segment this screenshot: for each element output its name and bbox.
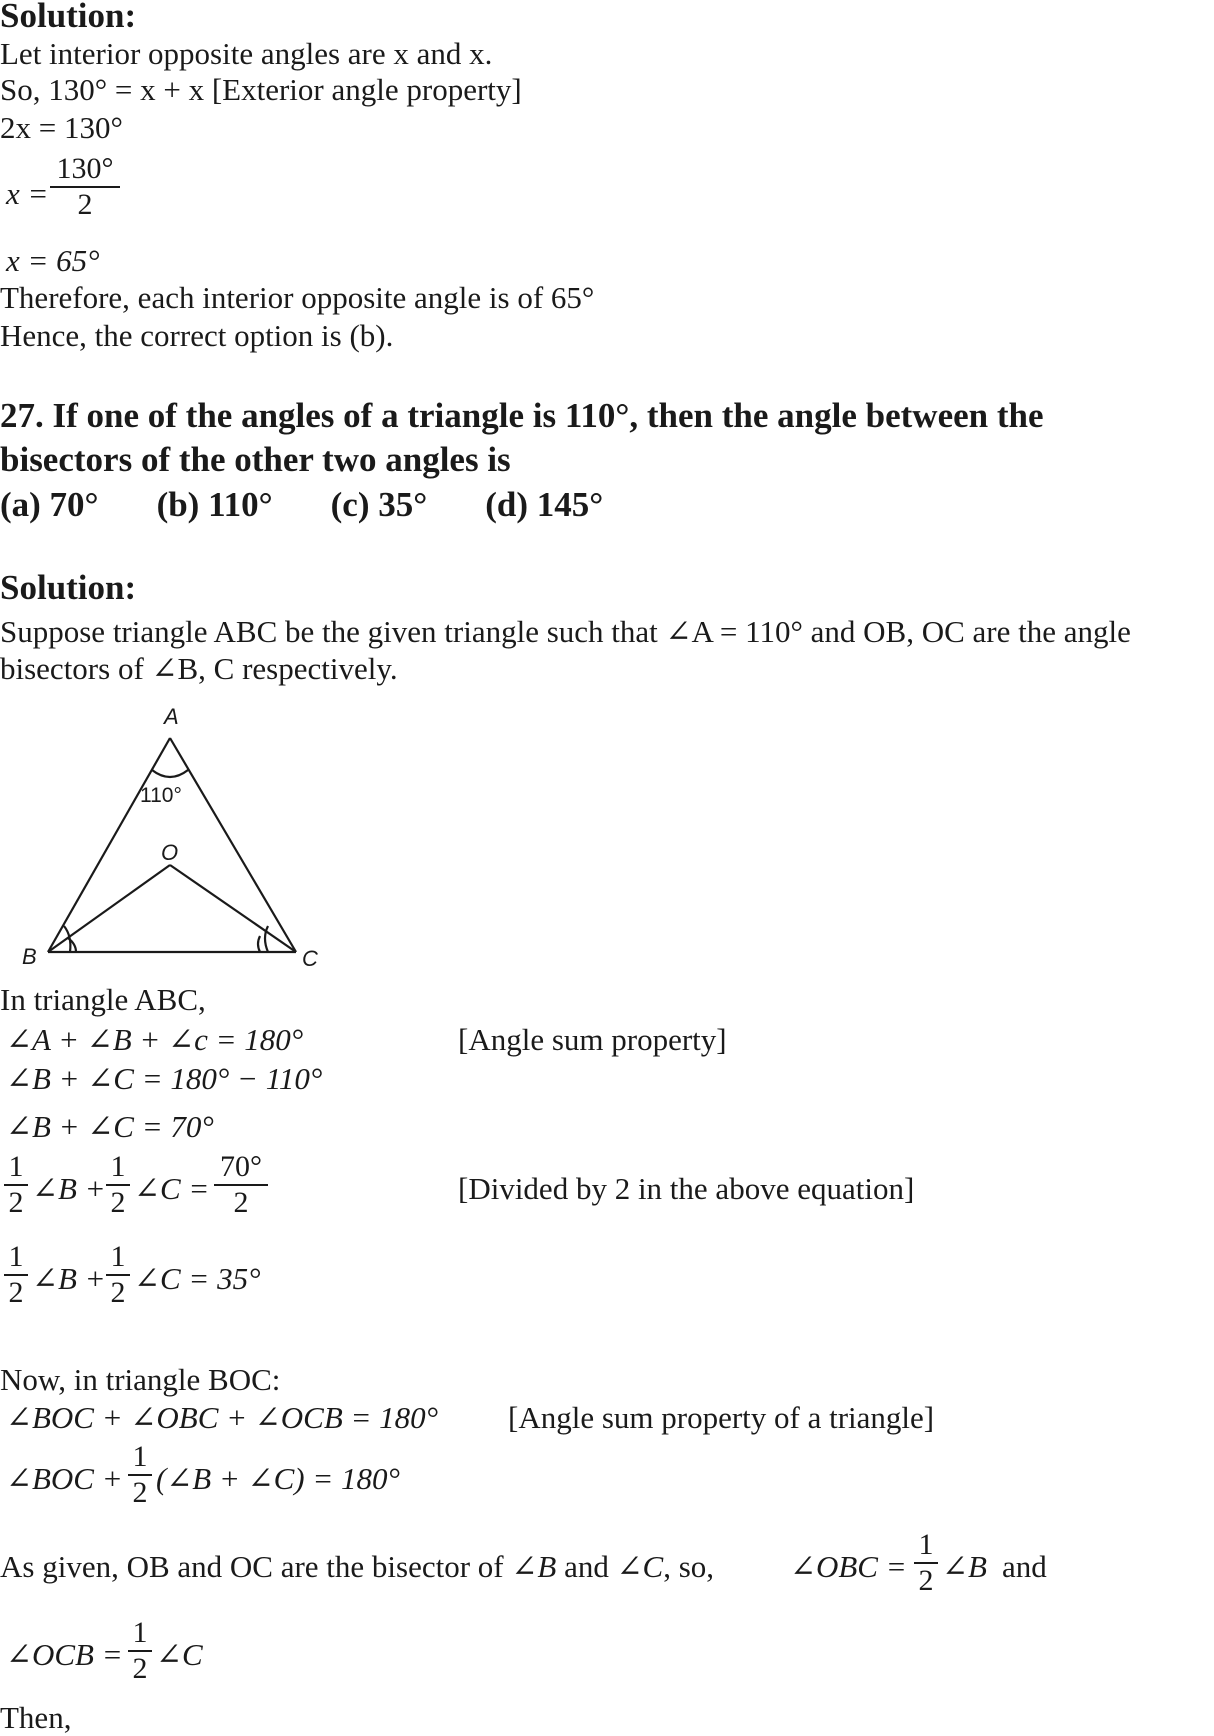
text-part: and <box>1002 1549 1047 1584</box>
equation: ∠A + ∠B + ∠c = 180° <box>6 1022 304 1057</box>
fraction-numerator: 1 <box>918 1528 934 1561</box>
fraction-denominator: 2 <box>233 1186 249 1219</box>
vertex-label-b: B <box>22 944 37 969</box>
fraction <box>50 152 120 222</box>
solution-line: So, 130° = x + x [Exterior angle property] <box>0 72 522 107</box>
question-options <box>0 483 661 527</box>
solution-line: In triangle ABC, <box>0 982 206 1017</box>
fraction-half <box>128 1440 152 1510</box>
option-c: (c) 35° <box>330 485 428 524</box>
equation: ∠B + ∠C = 70° <box>6 1109 214 1144</box>
option-d: (d) 145° <box>485 485 604 524</box>
option-a: (a) 70° <box>0 485 99 524</box>
equation: ∠B + ∠C = 180° − 110° <box>6 1061 323 1096</box>
fraction-numerator: 1 <box>110 1150 126 1183</box>
solution-line: Hence, the correct option is (b). <box>0 318 394 353</box>
solution-line: Suppose triangle ABC be the given triangle such that ∠A = 110° and OB, OC are the angle <box>0 614 1131 649</box>
equation-part: ∠OCB = <box>6 1637 123 1672</box>
equation-lhs: x = <box>6 176 49 211</box>
equation-part: ∠C <box>156 1637 203 1672</box>
fraction-numerator: 1 <box>110 1240 126 1273</box>
fraction-denominator: 2 <box>110 1186 126 1219</box>
solution-line: Now, in triangle BOC: <box>0 1362 281 1397</box>
fraction-numerator: 1 <box>8 1150 24 1183</box>
fraction-denominator: 2 <box>918 1564 934 1597</box>
fraction-half <box>128 1616 152 1686</box>
fraction-denominator: 2 <box>77 188 93 221</box>
question-text: bisectors of the other two angles is <box>0 440 511 479</box>
solution-line <box>0 1549 714 1585</box>
solution-line: bisectors of ∠B, C respectively. <box>0 651 398 686</box>
fraction-denominator: 2 <box>8 1186 24 1219</box>
fraction-numerator: 130° <box>56 152 114 185</box>
solution-line: Then, <box>0 1700 72 1735</box>
question-text: 27. If one of the angles of a triangle is 110°, then the angle between the <box>0 396 1044 435</box>
text-part: ∠C <box>616 1549 664 1584</box>
equation-part: ∠C = 35° <box>134 1261 261 1296</box>
equation-part: ∠B + <box>32 1171 106 1206</box>
vertex-label-c: C <box>302 946 318 971</box>
triangle-figure <box>0 700 340 985</box>
equation: x = 65° <box>6 243 100 278</box>
text-part: ∠B <box>511 1549 557 1584</box>
fraction-half <box>914 1528 938 1598</box>
fraction-denominator: 2 <box>132 1476 148 1509</box>
text-part: , so, <box>663 1549 715 1584</box>
fraction-half <box>106 1150 130 1220</box>
fraction-numerator: 1 <box>132 1616 148 1649</box>
equation-note: [Divided by 2 in the above equation] <box>458 1171 915 1206</box>
solution-line: Therefore, each interior opposite angle is of 65° <box>0 280 595 315</box>
fraction-half <box>4 1240 28 1310</box>
equation-part: ∠C = <box>134 1171 210 1206</box>
text-part: and <box>564 1549 609 1584</box>
fraction-numerator: 70° <box>220 1150 262 1183</box>
option-b: (b) 110° <box>156 485 273 524</box>
equation-part: ∠B <box>942 1549 987 1584</box>
text-part: As given, OB and OC are the bisector of <box>0 1549 504 1584</box>
fraction <box>214 1150 268 1220</box>
fraction-denominator: 2 <box>132 1652 148 1685</box>
equation-part: ∠OBC = <box>790 1549 907 1584</box>
vertex-label-a: A <box>164 704 179 729</box>
solution-heading: Solution: <box>0 568 137 607</box>
equation-part: ∠BOC + <box>6 1461 123 1496</box>
fraction-numerator: 1 <box>8 1240 24 1273</box>
fraction-denominator: 2 <box>8 1276 24 1309</box>
angle-label: 110° <box>140 784 182 807</box>
equation-note: [Angle sum property] <box>458 1022 727 1057</box>
solution-line: 2x = 130° <box>0 110 123 145</box>
equation-part: ∠B + <box>32 1261 106 1296</box>
fraction-half <box>4 1150 28 1220</box>
fraction-numerator: 1 <box>132 1440 148 1473</box>
fraction-half <box>106 1240 130 1310</box>
equation-note: [Angle sum property of a triangle] <box>508 1400 935 1435</box>
equation: ∠BOC + ∠OBC + ∠OCB = 180° <box>6 1400 439 1435</box>
solution-heading: Solution: <box>0 0 137 35</box>
equation-part: (∠B + ∠C) = 180° <box>156 1461 400 1496</box>
vertex-label-o: O <box>161 840 179 865</box>
fraction-denominator: 2 <box>110 1276 126 1309</box>
solution-line: Let interior opposite angles are x and x. <box>0 36 493 71</box>
